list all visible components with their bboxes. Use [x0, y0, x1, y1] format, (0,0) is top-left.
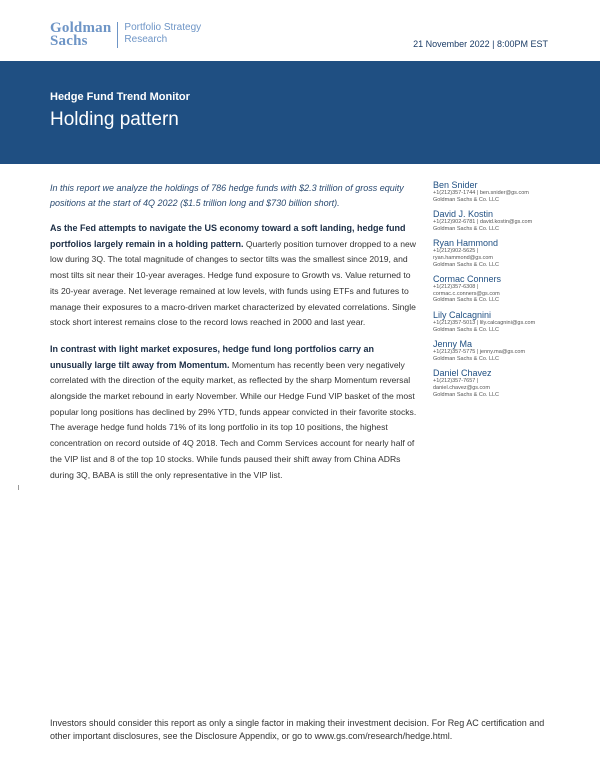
author-entry [433, 209, 563, 232]
paragraph-2 [50, 342, 418, 483]
author-phone: +1(212)902-5625 | [433, 248, 479, 255]
author-entry [433, 310, 563, 333]
series-name: Hedge Fund Trend Monitor [50, 91, 190, 103]
author-contact[interactable]: +1(212)357-5775 | jenny.ma@gs.com [433, 349, 526, 356]
author-name: Cormac Conners [433, 274, 502, 285]
main-content [50, 181, 418, 494]
author-name: Lily Calcagnini [433, 309, 492, 320]
author-firm: Goldman Sachs & Co. LLC [433, 326, 500, 333]
logo-line-2: Sachs [50, 33, 88, 49]
paragraph-2-lead: In contrast with light market exposures, hedge fund long portfolios carry an unusually large tilt away from Momentum. [50, 343, 375, 370]
title-banner [0, 61, 600, 164]
margin-mark [18, 485, 19, 490]
intro-summary: In this report we analyze the holdings of 786 hedge funds with $2.3 trillion of gross equity positions at the start of 4Q 2022 ($1.5 trillion long and $730 billion short). [50, 183, 404, 208]
author-entry [433, 339, 563, 362]
author-name: Daniel Chavez [433, 368, 492, 379]
author-firm: Goldman Sachs & Co. LLC [433, 261, 500, 268]
author-firm: Goldman Sachs & Co. LLC [433, 196, 500, 203]
author-phone: +1(212)357-6308 | [433, 284, 479, 291]
author-contact[interactable]: +1(212)357-5013 | lily.calcagnini@gs.com [433, 319, 536, 326]
paragraph-2-body: Momentum has recently been very negatively correlated with the direction of the equity market, as reflected by the sharp Momentum reversal alongside the market rebound in early November. While our Hedge Fund VIP basket of the most popular long positions has declined by 29% YTD, funds appear convicted in their favorite stocks. The average hedge fund holds 71% of its long portfolio in its top 10 positions, the highest concentration on record outside of 4Q 2018. Tech and Comm Services account for nearly half of the VIP list and 8 of the top 10 stocks. While funds paused their shift away from China ADRs during 3Q, BABA is still the only representative in the VIP list. [50, 359, 417, 480]
author-name: Ryan Hammond [433, 238, 499, 249]
disclosure-footer: Investors should consider this report as only a single factor in making their investment decision. For Reg AC certification and other important disclosures, see the Disclosure Appendix, or go to www.gs.com/research/hedge.html. [50, 718, 545, 741]
author-entry [433, 368, 563, 398]
paragraph-1-lead: As the Fed attempts to navigate the US economy toward a soft landing, hedge fund portfolios largely remain in a holding pattern. [50, 223, 406, 249]
author-entry [433, 180, 563, 203]
logo-subtitle-line-1: Portfolio Strategy [124, 22, 202, 33]
paragraph-1 [50, 221, 418, 331]
logo-wordmark [50, 22, 111, 48]
report-title: Holding pattern [50, 109, 179, 130]
author-firm: Goldman Sachs & Co. LLC [433, 355, 500, 362]
goldman-sachs-logo [50, 22, 201, 48]
author-email[interactable]: ryan.hammond@gs.com [433, 254, 493, 261]
author-contact[interactable]: +1(212)357-1744 | ben.snider@gs.com [433, 190, 529, 196]
logo-subtitle [124, 22, 201, 46]
author-list [433, 180, 563, 404]
logo-divider [117, 22, 118, 48]
author-firm: Goldman Sachs & Co. LLC [433, 225, 500, 232]
author-name: Jenny Ma [433, 339, 473, 350]
author-entry [433, 274, 563, 304]
author-contact[interactable]: +1(212)902-6781 | david.kostin@gs.com [433, 219, 533, 226]
author-email[interactable]: cormac.c.conners@gs.com [433, 290, 500, 297]
author-phone: +1(212)357-7657 | [433, 378, 479, 385]
logo-subtitle-line-2: Research [124, 34, 168, 45]
author-name: Ben Snider [433, 180, 478, 190]
author-entry [433, 238, 563, 268]
paragraph-1-body: Quarterly position turnover dropped to a new low during 3Q. The total magnitude of changes to sector tilts was the smallest since 2019, and most tilts sit near their 10-year averages. Hedge fund exposure to Growth vs. Value returned to its 20-year average. Net leverage remained at low levels, with funds using ETFs and futures to manage their exposures to a macro-driven market characterized by elevated correlations. Single stock short interest remains close to the record lows reached in 2000 and last year. [50, 238, 416, 328]
logo-line-1: Goldman [50, 20, 112, 36]
report-date: 21 November 2022 | 8:00PM EST [413, 39, 548, 49]
author-email[interactable]: daniel.chavez@gs.com [433, 384, 490, 391]
author-name: David J. Kostin [433, 209, 494, 220]
author-firm: Goldman Sachs & Co. LLC [433, 297, 500, 304]
author-firm: Goldman Sachs & Co. LLC [433, 391, 500, 398]
